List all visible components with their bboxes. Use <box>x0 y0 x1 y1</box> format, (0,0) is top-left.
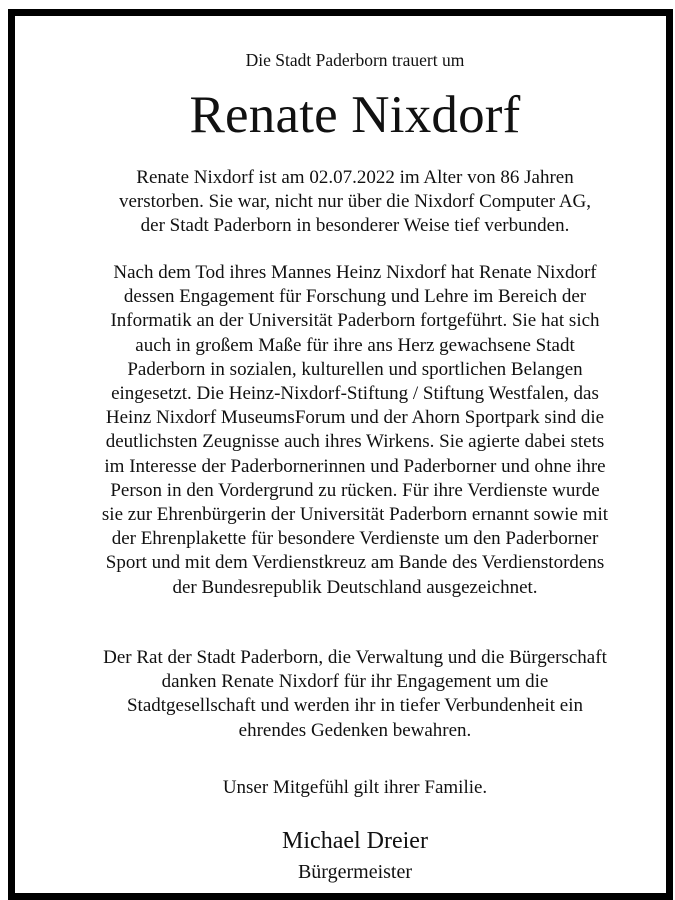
text-line: dessen Engagement für Forschung und Lehre im Bereich der <box>123 286 587 308</box>
text-line: verstorben. Sie war, nicht nur über die Nixdorf Computer AG, <box>118 191 592 213</box>
paragraph-thanks <box>37 646 673 743</box>
text-line: Informatik an der Universität Paderborn fortgeführt. Sie hat sich <box>110 310 600 332</box>
intro-line: Die Stadt Paderborn trauert um <box>245 50 465 70</box>
text-line: Heinz Nixdorf MuseumsForum und der Ahorn Sportpark sind die <box>105 407 605 429</box>
paragraph-biography <box>37 261 673 600</box>
text-line: im Interesse der Paderbornerinnen und Paderborner und ohne ihre <box>104 455 606 477</box>
text-line: danken Renate Nixdorf für ihr Engagement um die <box>161 671 549 693</box>
text-line: der Bundesrepublik Deutschland ausgezeichnet. <box>172 576 538 598</box>
text-line: auch in großem Maße für ihre ans Herz gewachsene Stadt <box>135 334 575 356</box>
paragraph-death-announcement <box>37 166 673 239</box>
text-line: Paderborn in sozialen, kulturellen und sportlichen Belangen <box>127 358 583 380</box>
text-line: der Stadt Paderborn in besonderer Weise tief verbunden. <box>140 215 570 237</box>
text-line: deutlichsten Zeugnisse auch ihres Wirkens. Sie agierte dabei stets <box>105 431 605 453</box>
text-line: sie zur Ehrenbürgerin der Universität Paderborn ernannt sowie mit <box>101 504 609 526</box>
signer-title: Bürgermeister <box>297 861 413 883</box>
text-line: Der Rat der Stadt Paderborn, die Verwaltung und die Bürgerschaft <box>103 647 607 668</box>
obituary-border-frame <box>8 9 673 900</box>
signer-name: Michael Dreier <box>282 828 428 854</box>
text-line: eingesetzt. Die Heinz-Nixdorf-Stiftung / Stiftung Westfalen, das <box>111 383 599 405</box>
text-line: Sport und mit dem Verdienstkreuz am Bande des Verdienstordens <box>105 552 605 574</box>
text-line: ehrendes Gedenken bewahren. <box>238 719 472 741</box>
text-line: Renate Nixdorf ist am 02.07.2022 im Alter von 86 Jahren <box>136 167 574 188</box>
deceased-name-heading: Renate Nixdorf <box>189 86 521 144</box>
condolence-line: Unser Mitgefühl gilt ihrer Familie. <box>222 777 488 798</box>
text-line: Nach dem Tod ihres Mannes Heinz Nixdorf hat Renate Nixdorf <box>113 262 597 283</box>
text-line: Person in den Vordergrund zu rücken. Für ihre Verdienste wurde <box>110 479 600 501</box>
text-line: Stadtgesellschaft und werden ihr in tiefer Verbundenheit ein <box>126 695 584 717</box>
text-line: der Ehrenplakette für besondere Verdienste um den Paderborner <box>111 528 599 550</box>
